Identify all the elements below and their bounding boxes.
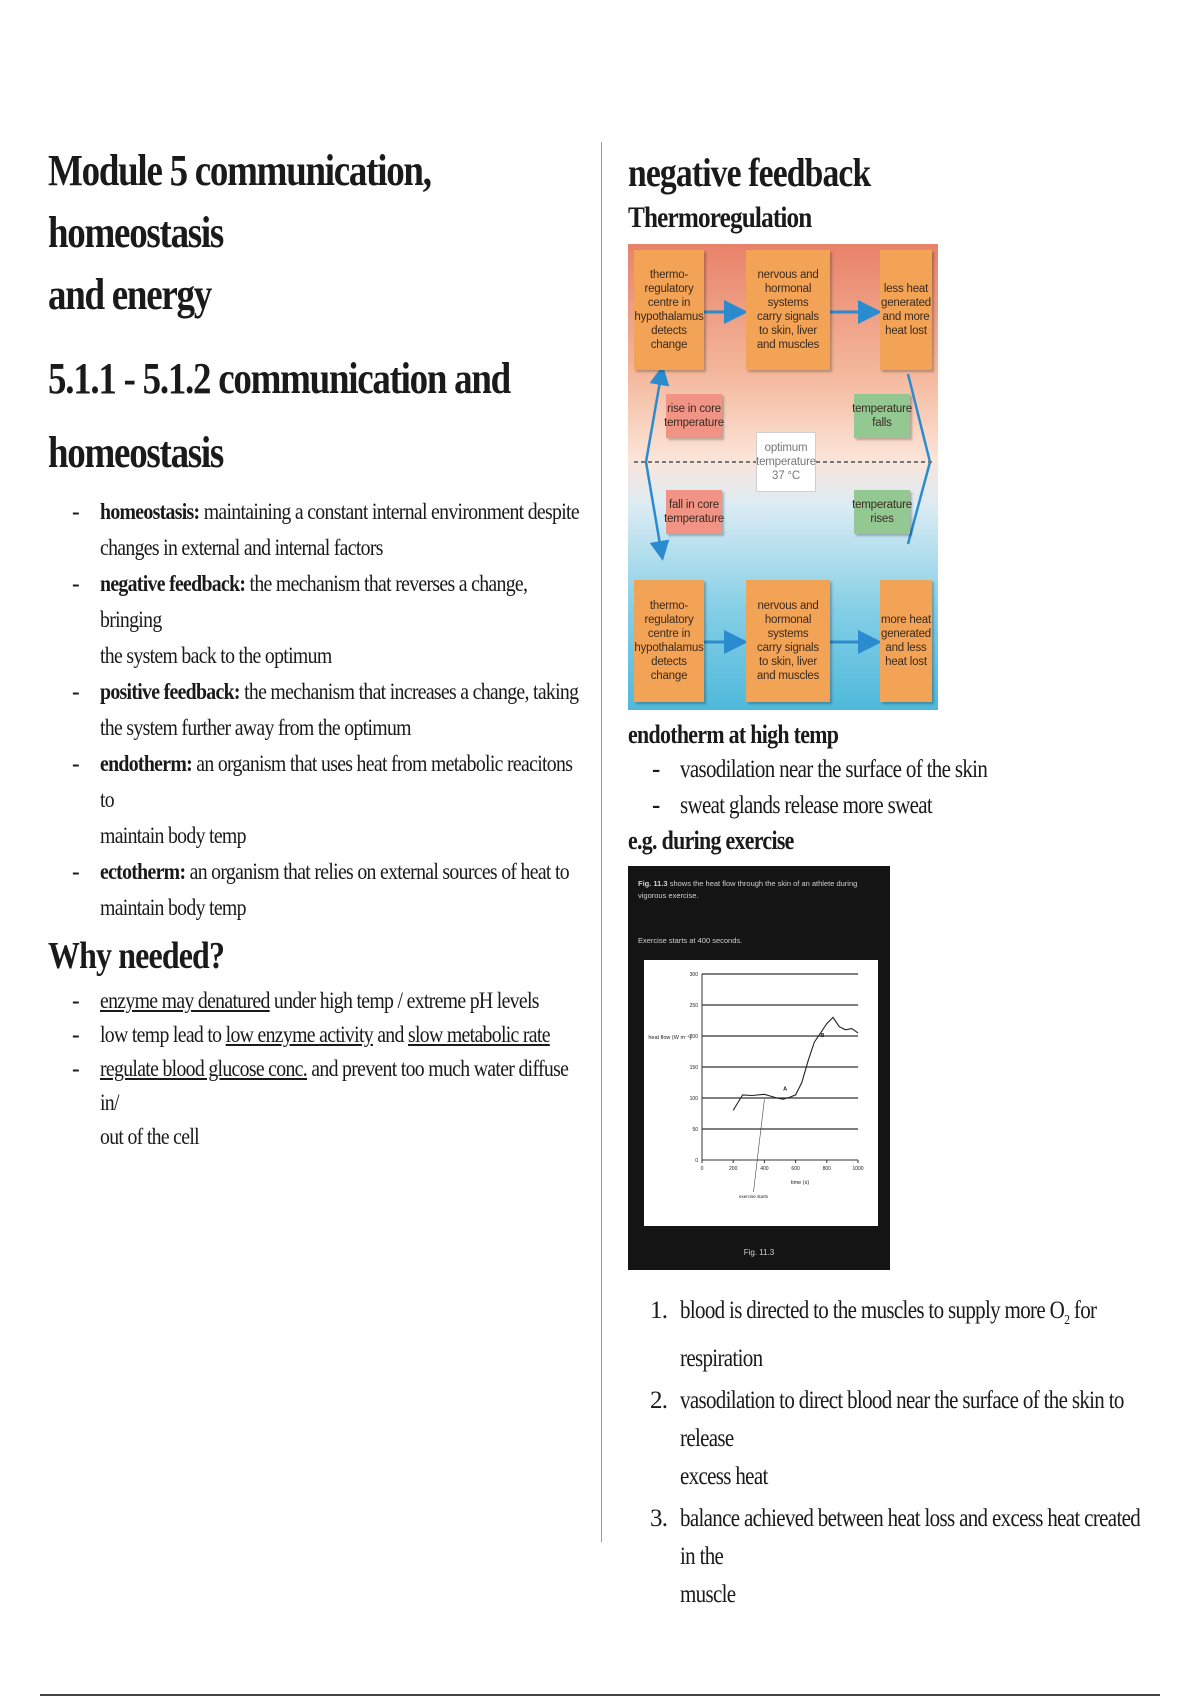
box-text: heat lost bbox=[885, 325, 927, 337]
box-text: generated bbox=[881, 297, 931, 309]
x-tick-label: 1000 bbox=[852, 1166, 864, 1172]
definition-text: the system further away from the optimum bbox=[100, 715, 411, 740]
box-text: less heat bbox=[883, 283, 929, 295]
why-item-text: under high temp / extreme pH levels bbox=[269, 988, 539, 1013]
definition-text: the mechanism that increases a change, taking bbox=[244, 679, 579, 704]
endotherm-list bbox=[628, 752, 1148, 824]
step-item bbox=[628, 1382, 1148, 1496]
definition-term: negative feedback: bbox=[100, 571, 246, 596]
x-tick-label: 600 bbox=[791, 1166, 800, 1172]
step-text: for respiration bbox=[680, 1297, 1097, 1372]
y-tick-label: 200 bbox=[689, 1034, 698, 1040]
box-text: regulatory bbox=[644, 283, 694, 295]
box-text: temperature bbox=[852, 403, 912, 415]
rise-core-temp-box bbox=[666, 394, 722, 438]
endotherm-item-text: - sweat glands release more sweat bbox=[680, 792, 933, 819]
y-tick-label: 50 bbox=[692, 1127, 698, 1133]
figure-label: Fig. 11.3 bbox=[743, 1248, 775, 1257]
hypothalamus-box-bottom bbox=[634, 580, 704, 702]
section-title bbox=[48, 342, 586, 490]
box-text: centre in bbox=[647, 297, 691, 309]
x-tick-label: 400 bbox=[760, 1166, 769, 1172]
definition-item bbox=[48, 566, 588, 674]
box-text: heat lost bbox=[885, 656, 927, 668]
arrow-line bbox=[646, 462, 662, 556]
y-tick-label: 150 bbox=[689, 1065, 698, 1071]
step-item bbox=[628, 1500, 1148, 1614]
step-text: excess heat bbox=[680, 1463, 768, 1490]
box-text: and less bbox=[885, 642, 927, 654]
endotherm-item bbox=[628, 788, 1148, 824]
y-tick-label: 100 bbox=[689, 1096, 698, 1102]
figure-caption bbox=[638, 878, 883, 902]
x-tick-label: 200 bbox=[729, 1166, 738, 1172]
underlined-text: slow metabolic rate bbox=[407, 1022, 550, 1047]
definition-text: changes in external and internal factors bbox=[100, 535, 383, 560]
heat-flow-figure bbox=[628, 866, 890, 1270]
x-tick-label: 0 bbox=[700, 1166, 704, 1172]
underlined-text: regulate blood glucose conc. bbox=[100, 1056, 308, 1081]
nervous-hormonal-box-top bbox=[746, 250, 830, 370]
definition-list bbox=[48, 494, 588, 926]
box-text: more heat bbox=[881, 614, 931, 626]
step-number: 2. bbox=[650, 1387, 668, 1414]
thermoregulation-heading: Thermoregulation bbox=[628, 201, 812, 234]
thermoregulation-diagram bbox=[628, 244, 938, 710]
section-title-line2: homeostasis bbox=[48, 428, 224, 477]
fall-core-temp-box bbox=[666, 490, 722, 534]
box-text: detects change bbox=[650, 656, 688, 682]
step-text: blood is directed to the muscles to supply more O bbox=[680, 1297, 1065, 1324]
why-needed-list bbox=[48, 984, 588, 1154]
exercise-start-note: Exercise starts at 400 seconds. bbox=[638, 936, 743, 945]
definition-term: positive feedback: bbox=[100, 679, 240, 704]
temperature-falls-box bbox=[854, 394, 910, 438]
step-number: 1. bbox=[650, 1297, 668, 1324]
definition-item bbox=[48, 854, 588, 926]
box-text: thermo- bbox=[649, 269, 689, 281]
box-text: nervous and bbox=[757, 269, 819, 281]
definition-term: endotherm: bbox=[100, 751, 193, 776]
point-b-label: B bbox=[820, 1033, 825, 1040]
box-text: temperature bbox=[664, 513, 724, 525]
step-text: muscle bbox=[680, 1581, 736, 1608]
exercise-steps-list bbox=[628, 1292, 1148, 1614]
box-text: generated bbox=[881, 628, 931, 640]
optimum-temperature-box bbox=[756, 432, 816, 492]
heat-flow-plot bbox=[644, 960, 878, 1226]
point-a-label: A bbox=[783, 1086, 788, 1093]
endotherm-item bbox=[628, 752, 1148, 788]
box-text: hormonal systems bbox=[764, 614, 812, 640]
step-subscript: 2 bbox=[1064, 1313, 1070, 1328]
box-text: temperature bbox=[756, 456, 816, 468]
box-text: regulatory bbox=[644, 614, 694, 626]
right-column bbox=[628, 148, 1148, 1614]
box-text: temperature bbox=[852, 499, 912, 511]
hypothalamus-box-top bbox=[634, 250, 704, 370]
box-text: carry signals bbox=[757, 642, 819, 654]
definition-item bbox=[48, 746, 588, 854]
y-tick-label: 250 bbox=[689, 1003, 698, 1009]
bottom-rule bbox=[40, 1694, 1160, 1696]
box-text: temperature bbox=[664, 417, 724, 429]
box-text: carry signals bbox=[757, 311, 819, 323]
endotherm-item-text: - vasodilation near the surface of the skin bbox=[680, 756, 988, 783]
box-text: falls bbox=[872, 417, 892, 429]
y-tick-label: 300 bbox=[689, 972, 698, 978]
exercise-start-label: exercise starts bbox=[738, 1194, 768, 1199]
why-item-text: and prevent too much water diffuse in/ bbox=[100, 1056, 569, 1115]
endotherm-heading: endotherm at high temp bbox=[628, 720, 839, 749]
why-item-text: low temp lead to bbox=[100, 1022, 226, 1047]
box-text: thermo- bbox=[649, 600, 689, 612]
temperature-rises-box bbox=[854, 490, 910, 534]
definition-text: maintaining a constant internal environment despite bbox=[203, 499, 579, 524]
module-title bbox=[48, 140, 586, 326]
box-text: to skin, liver bbox=[759, 325, 817, 337]
more-heat-box bbox=[880, 580, 932, 702]
negative-feedback-heading: negative feedback bbox=[628, 150, 871, 195]
y-tick-label: 0 bbox=[695, 1158, 698, 1164]
step-number: 3. bbox=[650, 1505, 668, 1532]
box-text: rise in core bbox=[667, 403, 721, 415]
why-item bbox=[48, 984, 588, 1018]
definition-term: homeostasis: bbox=[100, 499, 200, 524]
less-heat-box bbox=[880, 250, 932, 370]
box-text: optimum bbox=[764, 442, 808, 454]
exercise-start-pointer bbox=[753, 1099, 764, 1192]
module-title-line2: and energy bbox=[48, 270, 211, 319]
example-heading: e.g. during exercise bbox=[628, 826, 794, 855]
column-divider bbox=[601, 142, 602, 1542]
box-text: hypothalamus bbox=[634, 642, 704, 654]
box-text: detects change bbox=[650, 325, 688, 351]
why-item bbox=[48, 1018, 588, 1052]
box-text: centre in bbox=[647, 628, 691, 640]
heat-flow-series-line bbox=[733, 1017, 858, 1110]
step-text: balance achieved between heat loss and excess heat created in the bbox=[680, 1505, 1141, 1570]
step-text: vasodilation to direct blood near the surface of the skin to release bbox=[680, 1387, 1124, 1452]
why-item-text: out of the cell bbox=[100, 1124, 199, 1149]
definition-text: maintain body temp bbox=[100, 895, 246, 920]
section-title-line1: 5.1.1 - 5.1.2 communication and bbox=[48, 354, 510, 403]
definition-item bbox=[48, 674, 588, 746]
box-text: hypothalamus bbox=[634, 311, 704, 323]
box-text: nervous and bbox=[757, 600, 819, 612]
why-item bbox=[48, 1052, 588, 1154]
figure-caption-label: Fig. 11.3 bbox=[638, 879, 668, 888]
box-text: hormonal systems bbox=[764, 283, 812, 309]
box-text: 37 °C bbox=[772, 470, 800, 482]
definition-text: the system back to the optimum bbox=[100, 643, 332, 668]
box-text: and more bbox=[882, 311, 930, 323]
left-column bbox=[48, 140, 588, 1154]
underlined-text: enzyme may denatured bbox=[100, 988, 270, 1013]
box-text: and muscles bbox=[756, 670, 820, 682]
definition-text: an organism that uses heat from metabolic reacitons to bbox=[100, 751, 573, 812]
arrow-line bbox=[646, 370, 662, 462]
figure-caption-text: shows the heat flow through the skin of an athlete during vigorous exercise. bbox=[638, 879, 858, 900]
nervous-hormonal-box-bottom bbox=[746, 580, 830, 702]
y-axis-label: heat flow (W m⁻²) bbox=[648, 1035, 692, 1042]
heat-flow-chart bbox=[644, 960, 878, 1226]
step-item bbox=[628, 1292, 1148, 1378]
why-needed-heading: Why needed? bbox=[48, 935, 225, 977]
underlined-text: low enzyme activity bbox=[225, 1022, 373, 1047]
definition-text: maintain body temp bbox=[100, 823, 246, 848]
box-text: rises bbox=[870, 513, 894, 525]
definition-text: the mechanism that reverses a change, bringing bbox=[100, 571, 528, 632]
definition-term: ectotherm: bbox=[100, 859, 186, 884]
box-text: and muscles bbox=[756, 339, 820, 351]
x-tick-label: 800 bbox=[822, 1166, 831, 1172]
box-text: to skin, liver bbox=[759, 656, 817, 668]
box-text: fall in core bbox=[668, 499, 719, 511]
definition-item bbox=[48, 494, 588, 566]
x-axis-label: time (s) bbox=[790, 1180, 810, 1186]
why-item-text: and bbox=[372, 1022, 408, 1047]
definition-text: an organism that relies on external sources of heat to bbox=[189, 859, 570, 884]
module-title-line1: Module 5 communication, homeostasis bbox=[48, 146, 431, 257]
